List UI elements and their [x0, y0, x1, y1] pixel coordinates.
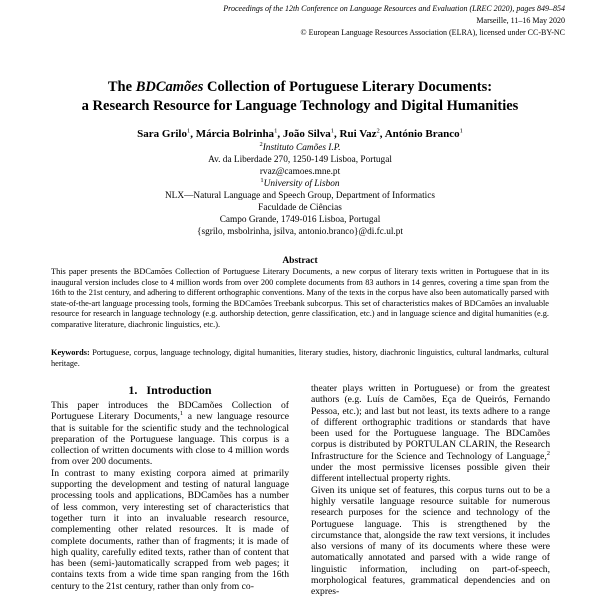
author: Sara Grilo [137, 128, 187, 140]
keywords-text: Portuguese, corpus, language technology, digital humanities, literary studies, history, diachronic linguistics, cultural landmarks, cultural heritage. [51, 348, 549, 368]
author: João Silva [282, 128, 331, 140]
author: Márcia Bolrinha [195, 128, 275, 140]
section-heading [51, 383, 289, 398]
title-rest: Collection of Portuguese Literary Documents: [203, 79, 493, 95]
affiliations [0, 142, 600, 238]
section-title: Introduction [146, 383, 212, 397]
proceedings-header [145, 3, 565, 39]
paragraph-text: theater plays written in Portuguese) or from the greatest authors (e.g. Luís de Camões, Eça de Queirós, Fernando Pessoa, etc.); and last but not least, its texts adhere to a range of different orthographic traditions or standards that have been used for the Portuguese language. The BDCamões corpus is distributed by PORTULAN CLARIN, the Research Infrastructure for the Science and Technology of Language, [311, 383, 550, 462]
affil-faculty: Faculdade de Ciências [258, 203, 342, 213]
paragraph [311, 383, 550, 485]
author-list: Sara Grilo$^1$, Márcia Bolrinha$^1$, João Silva$^1$, Rui Vaz$^2$, António Branco$^1$ [137, 127, 463, 140]
author-affil-sup: 1 [330, 127, 335, 135]
footnote-mark: 2 [546, 449, 550, 457]
keywords [51, 348, 549, 369]
affil-sup: 2 [259, 140, 263, 148]
proceedings-license: © European Language Resources Association (ELRA), licensed under CC-BY-NC [300, 28, 565, 37]
affil-address: Campo Grande, 1749-016 Lisboa, Portugal [219, 215, 381, 225]
paragraph-text: This paper introduces the BDCamões Collection of Portuguese Literary Documents, [51, 400, 289, 423]
abstract-heading: Abstract [282, 256, 318, 266]
proceedings-line: Proceedings of the 12th Conference on Language Resources and Evaluation (LREC 2020), pages 849–854 [223, 4, 565, 13]
title-line-2: a Research Resource for Language Technology and Digital Humanities [81, 98, 519, 114]
proceedings-location: Marseille, 11–16 May 2020 [476, 16, 565, 25]
affil-email: rvaz@camoes.mne.pt [259, 167, 341, 177]
author-affil-sup: 1 [274, 127, 278, 135]
author-affil-sup: 2 [376, 127, 380, 135]
author-affil-sup: 1 [186, 127, 191, 135]
paragraph [51, 400, 289, 468]
affil-instituto: Instituto Camões I.P. [262, 143, 341, 153]
right-column [311, 383, 550, 598]
affil-address: Av. da Liberdade 270, 1250-149 Lisboa, Portugal [208, 155, 392, 165]
paragraph: Given its unique set of features, this corpus turns out to be a highly versatile language resource suitable for numerous research purposes for the science and technology of the Portuguese language. This is strengthened by the circumstance that, alongside the raw text versions, it includes also versions of many of its documents where these were automatically annotated and parsed with a wide range of linguistic information, including on part-of-speech, morphological features, grammatical dependencies and on expres- [311, 484, 550, 598]
footnote-mark: 1 [179, 410, 184, 418]
left-column [51, 400, 289, 592]
author-affil-sup: 1 [459, 127, 463, 135]
author: António Branco [384, 128, 460, 140]
section-number: 1. [128, 383, 138, 397]
title-italic: BDCamões [135, 79, 204, 95]
paragraph-text: a new language resource that is suitable for the scientific study and the technological preparation of the Portuguese language. This corpus is a collection of written documents with close to 4 million words from over 200 documents. [51, 411, 289, 468]
author: Rui Vaz [339, 128, 377, 140]
paragraph-text: under the most permissive licenses possible given their different intellectual property rights. [311, 462, 550, 485]
title-prefix: The [107, 79, 136, 95]
affil-university: University of Lisbon [263, 179, 340, 189]
paragraph: In contrast to many existing corpora aimed at primarily supporting the development and testing of natural language processing tools and applications, BDCamões has a number of less common, very interesting set of characteristics that together turn it into an invaluable research resource, complementing other related resources. It is made of complete documents, rather than of fragments; it is made of high quality, carefully edited texts, rather than of content that has been (semi-)automatically scrapped from web pages; it contains texts from a wide time span ranging from the 16th century to the 21st century, rather than only from co- [51, 467, 289, 592]
affil-sup: 1 [260, 176, 264, 184]
affil-email: {sgrilo, msbolrinha, jsilva, antonio.branco}@di.fc.ul.pt [197, 227, 403, 237]
affil-group: NLX—Natural Language and Speech Group, Department of Informatics [164, 191, 436, 201]
abstract-text: This paper presents the BDCamões Collection of Portuguese Literary Documents, a new corpus of literary texts written in Portuguese that in its inaugural version includes close to 4 million words from over 200 complete documents from 83 authors in 14 genres, covering a time span from the 16th to the 21st century, and adhering to different orthographic conventions. Many of the texts in the corpus have also been automatically parsed with state-of-the-art language processing tools, forming the BDCamões Treebank subcorpus. This set of characteristics makes of BDCamões an invaluable resource for research in language technology (e.g. authorship detection, genre classification, etc.) and in language science and digital humanities (e.g. comparative literature, diachronic linguistics, etc.). [51, 267, 549, 329]
keywords-label: Keywords: [51, 348, 90, 357]
paper-title [0, 78, 600, 116]
